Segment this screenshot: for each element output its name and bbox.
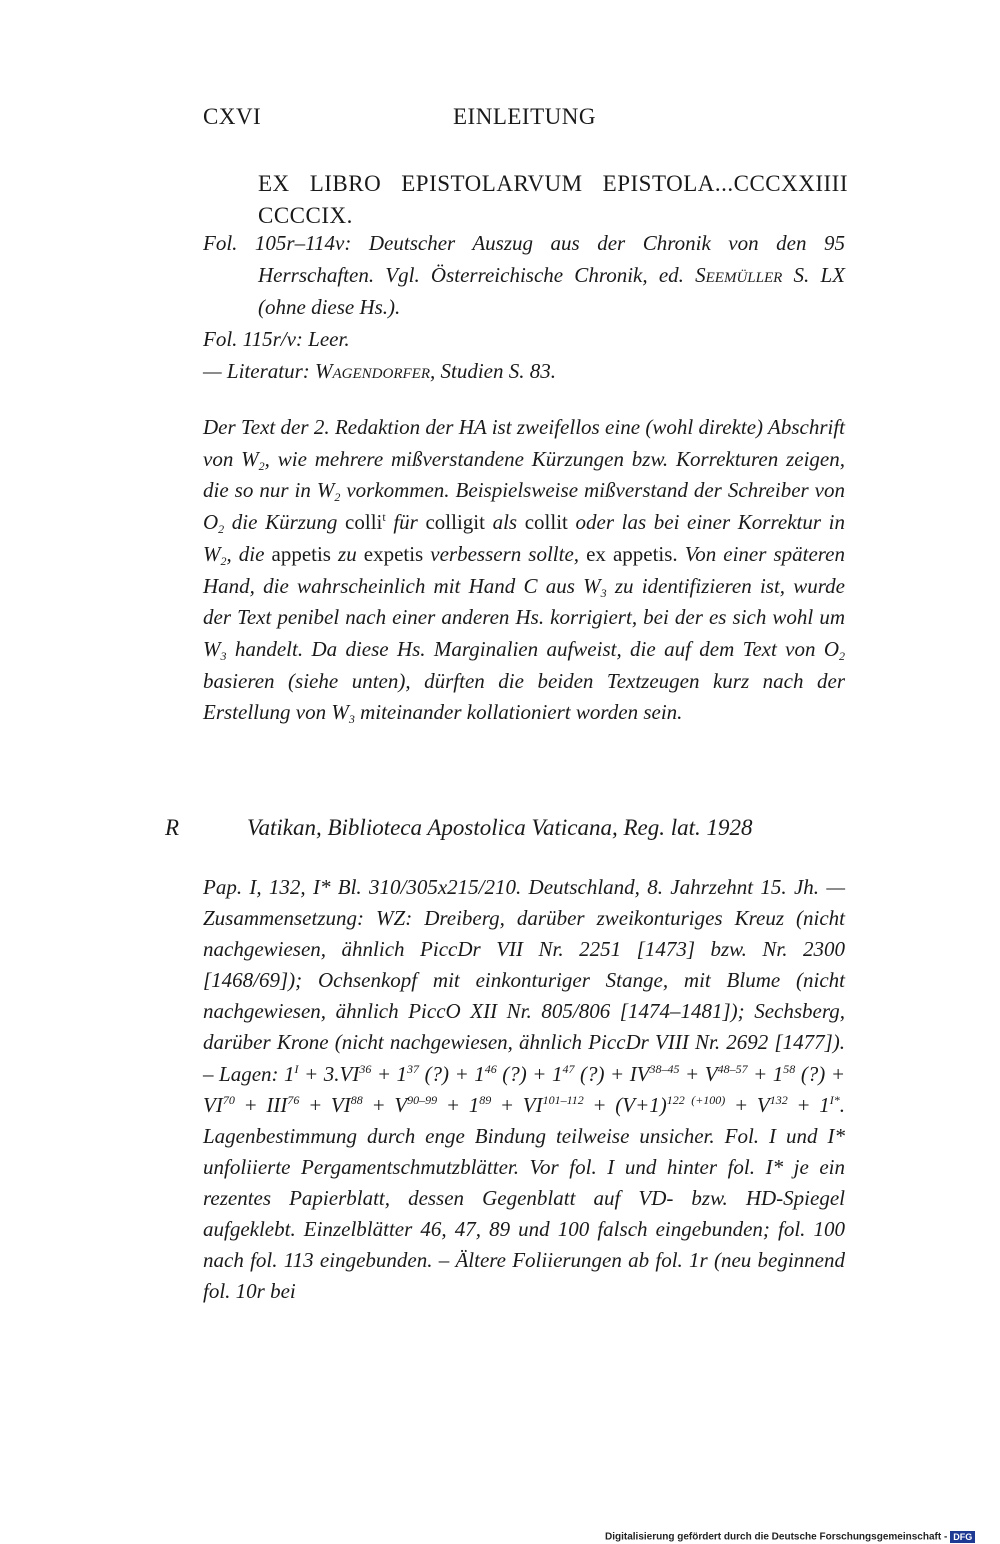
manuscript-description: Pap. I, 132, I* Bl. 310/305x215/210. Deutschland, 8. Jahrzehnt 15. Jh. — Zusammensetzung: WZ: Dreiberg, darüber zweikonturiges Kreuz (nicht nachgewiesen, ähnlich PiccDr VII Nr. 2251 [1473] bzw. Nr. 2300 [1468/69]); Ochsenkopf mit einkonturiger Stange, mit Blume (nicht nachgewiesen, ähnlich PiccO XII Nr. 805/806 [1474–1481]); Sechsberg, darüber Krone (nicht nachgewiesen, ähnlich PiccDr VIII Nr. 2692 [1477]). – Lagen: $1^I + 3.VI^{36} + 1^{37}$ (?) + $1^{46}$ (?) + $1^{47}$ (?) + $IV^{38-45} + V^{48-57} + 1^{58}$ (?) + $VI^{70} + III^{76} + VI^{88} + V^{90-99} + 1^{89} + VI^{101-112} + (V+1)^{122 (+100)} + V^{132} + 1^{I*}$. Lagenbestimmung durch enge Bindung teilweise unsicher. Fol. I und I* unfoliierte Pergamentschmutzblätter. Vor fol. I und hinter fol. I* je ein rezentes Papierblatt, dessen Gegenblatt auf VD- bzw. HD-Spiegel aufgeklebt. Einzelblätter 46, 47, 89 und 100 falsch eingebunden; fol. 100 nach fol. 113 eingebunden. – Ältere Foliierungen ab fol. 1r (neu beginnend fol. 10r bei xyxy=(203,875,846,1304)
entry-text: — Literatur: xyxy=(203,359,316,383)
entry-text: Fol. 105r–114v: Deutscher Auszug aus der Chronik von den 95 Herrschaften. Vgl. Österreichische Chronik, ed. xyxy=(203,231,845,287)
running-title: EINLEITUNG xyxy=(453,104,596,129)
funding-credit xyxy=(605,1531,975,1543)
body-paragraph: Der Text der 2. Redaktion der HA ist zweifellos eine (wohl direkte) Abschrift von $W_2$, wie mehrere mißverstandene Kürzungen bzw. Korrekturen zeigen, die so nur in $W_2$ vorkommen. Beispielsweise mißverstand der Schreiber von $O_2$ die Kürzung colli$^t$ für colligit als collit oder las bei einer Korrektur in $W_2$, die appetis zu expetis verbessern sollte, ex appetis. Von einer späteren Hand, die wahrscheinlich mit Hand C aus $W_3$ zu identifizieren ist, wurde der Text penibel nach einer anderen Hs. korrigiert, bei der es sich wohl um $W_3$ handelt. Da diese Hs. Marginalien aufweist, die auf dem Text von $O_2$ basieren (siehe unten), dürften die beiden Textzeugen kurz nach der Erstellung von $W_3$ miteinander kollationiert worden sein. xyxy=(203,415,846,727)
author-name: Wagendorfer xyxy=(315,359,430,383)
literature-entry xyxy=(203,355,845,387)
entry-text: S. LX (ohne diese Hs.). xyxy=(258,263,845,319)
dfg-logo-icon: DFG xyxy=(950,1531,975,1543)
manuscript-sigle: R xyxy=(165,815,180,840)
manuscript-shelfmark: Vatikan, Biblioteca Apostolica Vaticana, Reg. lat. 1928 xyxy=(247,815,753,840)
funding-credit-text: Digitalisierung gefördert durch die Deutsche Forschungsgemeinschaft - xyxy=(605,1531,948,1543)
folio-entries xyxy=(203,227,845,387)
author-name: Seemüller xyxy=(695,263,783,287)
folio-entry: Fol. 115r/v: Leer. xyxy=(203,327,350,351)
caps-incipit: EX LIBRO EPISTOLARVUM EPISTOLA...CCCXXIIII CCCCIX. xyxy=(258,171,848,228)
page-number: CXVI xyxy=(203,104,262,129)
entry-text: , Studien S. 83. xyxy=(430,359,556,383)
folio-entry xyxy=(203,227,845,323)
